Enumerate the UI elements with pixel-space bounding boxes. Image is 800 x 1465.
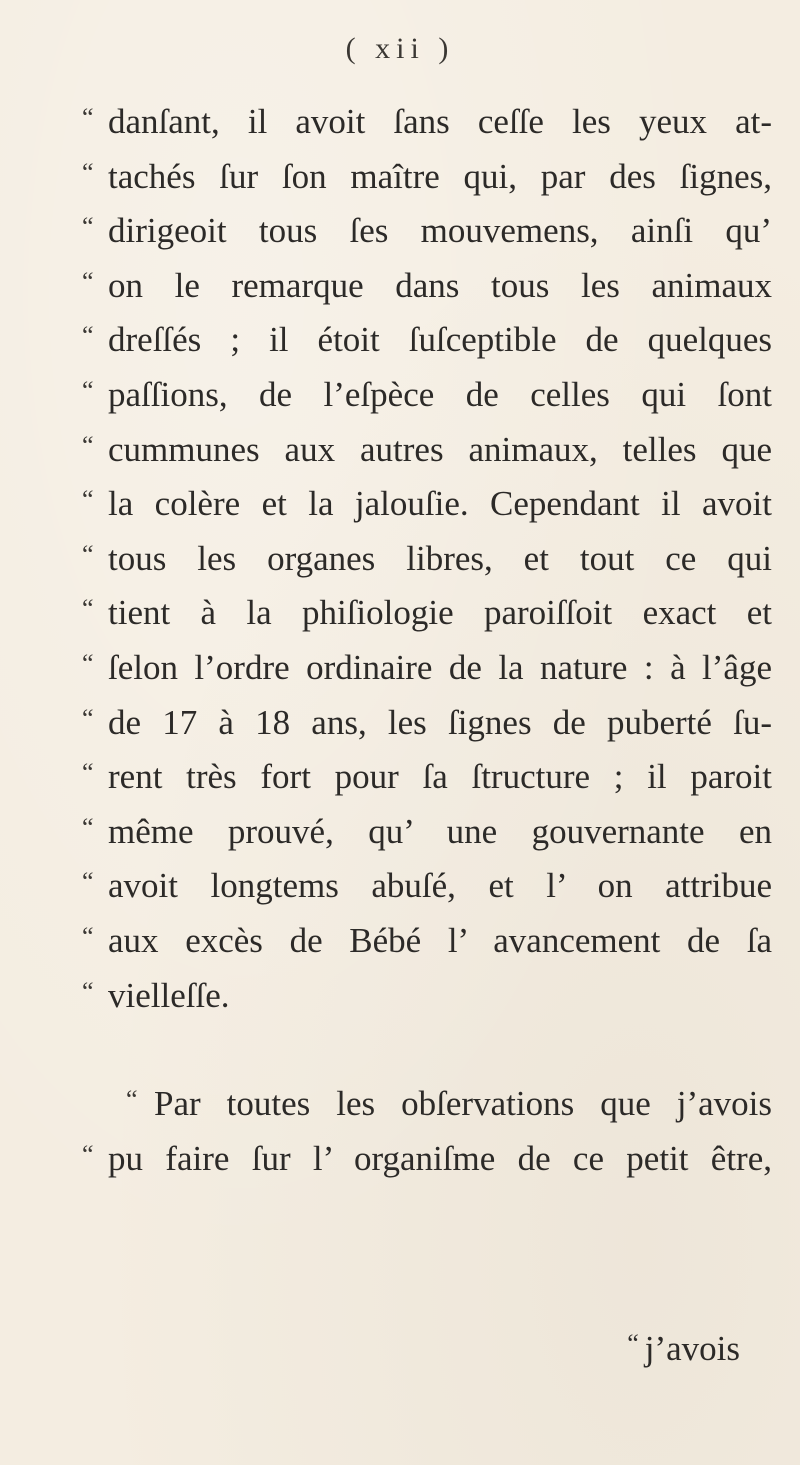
text-line-12: “ de 17 à 18 ans, les ſignes de puberté ſu-: [82, 696, 772, 751]
quote-mark: “: [82, 485, 92, 515]
paragraph-2-line-2: “ pu faire ſur l’ organiſme de ce petit être,: [82, 1132, 772, 1187]
text-line-16: “ aux excès de Bébé l’ avancement de ſa: [82, 914, 772, 969]
text-line-1: “ danſant, il avoit ſans ceſſe les yeux at-: [82, 95, 772, 150]
quote-mark: “: [82, 266, 92, 296]
quote-mark: “: [627, 1329, 637, 1358]
catchword: [627, 1329, 740, 1369]
quote-mark: “: [82, 430, 92, 460]
quote-mark: “: [82, 758, 92, 788]
quote-mark: “: [82, 976, 92, 1006]
text-line-6: “ paſſions, de l’eſpèce de celles qui ſont: [82, 368, 772, 423]
body-text: [82, 95, 772, 1186]
quote-mark: “: [82, 375, 92, 405]
quote-mark: “: [126, 1085, 136, 1115]
quote-mark: “: [82, 648, 92, 678]
quote-mark: “: [82, 212, 92, 242]
quote-mark: “: [82, 812, 92, 842]
quote-mark: “: [82, 539, 92, 569]
text-line-10: “ tient à la phiſiologie paroiſſoit exact et: [82, 586, 772, 641]
text-line-9: “ tous les organes libres, et tout ce qui: [82, 532, 772, 587]
paragraph-2-line-1: “ Par toutes les obſervations que j’avois: [82, 1077, 772, 1132]
text-line-2: “ tachés ſur ſon maître qui, par des ſignes,: [82, 150, 772, 205]
text-line-4: “ on le remarque dans tous les animaux: [82, 259, 772, 314]
text-line-3: “ dirigeoit tous ſes mouvemens, ainſi qu’: [82, 204, 772, 259]
text-line-11: “ ſelon l’ordre ordinaire de la nature : à l’âge: [82, 641, 772, 696]
catchword-text: j’avois: [644, 1329, 740, 1368]
page-number: ( xii ): [345, 32, 455, 65]
text-line-13: “ rent très fort pour ſa ſtructure ; il paroit: [82, 750, 772, 805]
text-line-8: “ la colère et la jalouſie. Cependant il avoit: [82, 477, 772, 532]
quote-mark: “: [82, 867, 92, 897]
text-line-5: “ dreſſés ; il étoit ſuſceptible de quelques: [82, 313, 772, 368]
quote-mark: “: [82, 594, 92, 624]
quote-mark: “: [82, 703, 92, 733]
text-line-7: “ cummunes aux autres animaux, telles que: [82, 423, 772, 478]
quote-mark: “: [82, 103, 92, 132]
text-line-15: “ avoit longtems abuſé, et l’ on attribue: [82, 859, 772, 914]
text-line-17: “ vielleſſe.: [82, 969, 772, 1024]
quote-mark: “: [82, 157, 92, 187]
quote-mark: “: [82, 921, 92, 951]
quote-mark: “: [82, 1139, 92, 1169]
quote-mark: “: [82, 321, 92, 351]
paragraph-gap: [82, 1023, 772, 1077]
text-line-14: “ même prouvé, qu’ une gouvernante en: [82, 805, 772, 860]
